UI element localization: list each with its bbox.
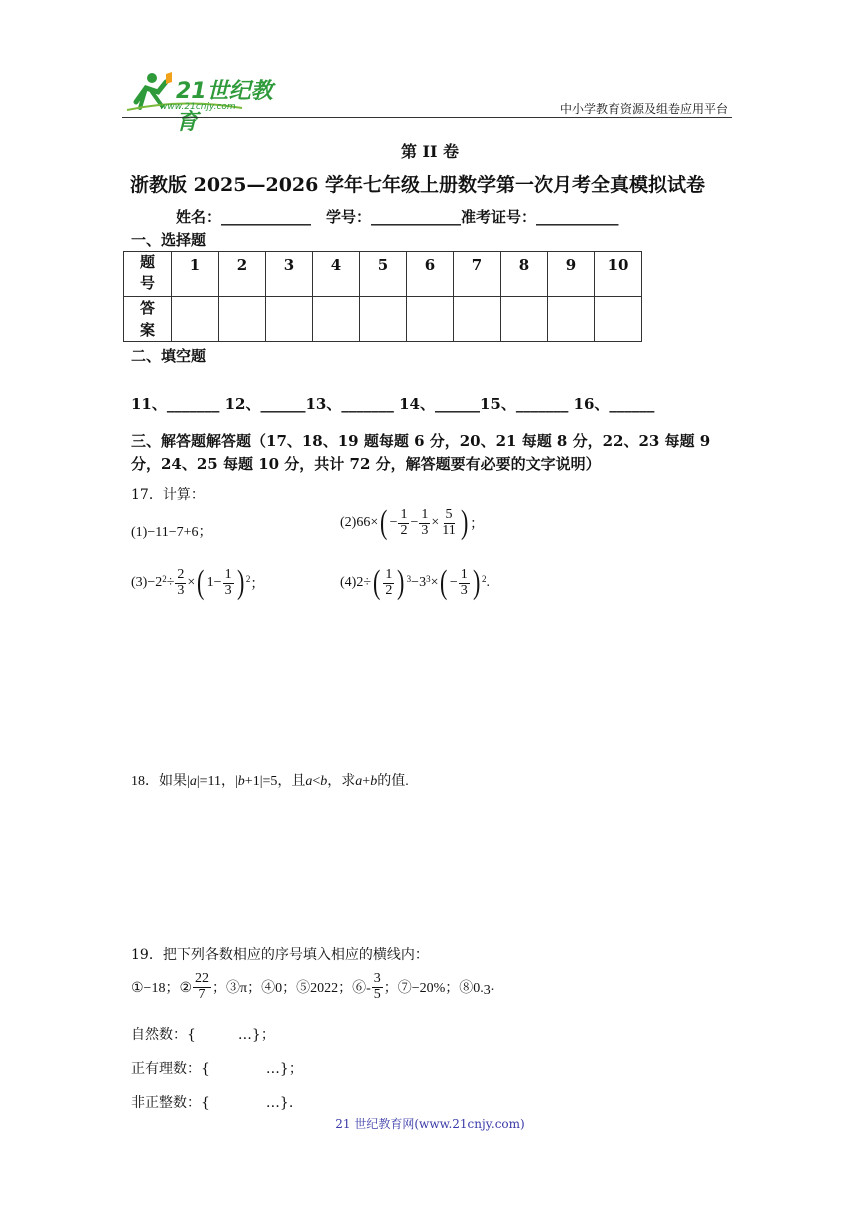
row-label-question: 题 号 — [124, 252, 172, 296]
q17-part1: (1)−11−7+6； — [131, 525, 213, 540]
row-label-answer: 答 案 — [124, 297, 172, 342]
logo — [122, 68, 292, 135]
volume-label: 第 II 卷 — [400, 142, 460, 161]
q17-stem: 17．计算： — [131, 487, 205, 503]
q19-items: ①−18；② $\frac{22}{7}$ ；③π；④0；⑤2022；⑥- $\frac{3}{5}$ ；⑦−20%；⑧0. 3 . — [131, 971, 495, 1002]
logo-url: www.21cnjy.com — [160, 102, 236, 112]
q17-part4: (4) 2÷ ( $\frac{1}{2}$ ) $^3$ −3 $^3$ × ( − $\frac{1}{3}$ ) $^2$ . — [340, 564, 491, 601]
question-number: 6 — [407, 252, 454, 342]
logo-text: 21世纪教育 — [176, 79, 273, 135]
fill-blanks: 11、_______ 12、______13、_______ 14、______15、_______ 16、______ — [131, 395, 655, 413]
footer-link[interactable]: 21 世纪教育网(www.21cnjy.com) — [335, 1117, 525, 1131]
q18-text: 18．如果|a|=11，|b+1|=5，且a<b，求a+b的值. — [131, 774, 409, 789]
question-number: 10 — [607, 256, 629, 274]
section-heading-choice: 一、选择题 — [131, 231, 207, 249]
question-number: 4 — [313, 252, 360, 342]
q19-natural-numbers: 自然数：{ …}； — [131, 1027, 275, 1043]
section-heading-fill: 二、填空题 — [131, 347, 207, 365]
answer-table — [123, 251, 642, 342]
header-rule — [122, 117, 732, 118]
question-number: 7 — [454, 252, 501, 342]
student-info: 姓名：____________ 学号：____________准考证号：___________ — [176, 208, 619, 226]
question-number: 8 — [501, 252, 548, 342]
question-number: 5 — [360, 252, 407, 342]
page-title: 浙教版 2025—2026 学年七年级上册数学第一次月考全真模拟试卷 — [130, 174, 705, 196]
question-number: 2 — [219, 252, 266, 342]
q19-stem: 19．把下列各数相应的序号填入相应的横线内： — [131, 947, 429, 963]
q19-positive-rationals: 正有理数：{ …}； — [131, 1061, 303, 1077]
question-number: 3 — [266, 252, 313, 342]
question-number: 9 — [548, 252, 595, 342]
platform-name: 中小学教育资源及组卷应用平台 — [559, 102, 728, 116]
section-heading-solve: 三、解答题解答题（17、18、19 题每题 6 分，20、21 每题 8 分，22、23 每题 9 分，24、25 每题 10 分，共计 72 分，解答题要有必要的文字说明） — [131, 432, 711, 473]
q17-part2: (2) 66× ( − $\frac{1}{2}$ − $\frac{1}{3}$ × $\frac{5}{11}$ ) ； — [340, 504, 485, 541]
question-number: 1 — [172, 252, 219, 342]
q17-part3: (3) −2 $^2$ ÷ $\frac{2}{3}$ × ( 1− $\frac{1}{3}$ ) $^2$ ； — [131, 564, 265, 601]
q19-non-positive-integers: 非正整数：{ …}. — [131, 1095, 294, 1111]
